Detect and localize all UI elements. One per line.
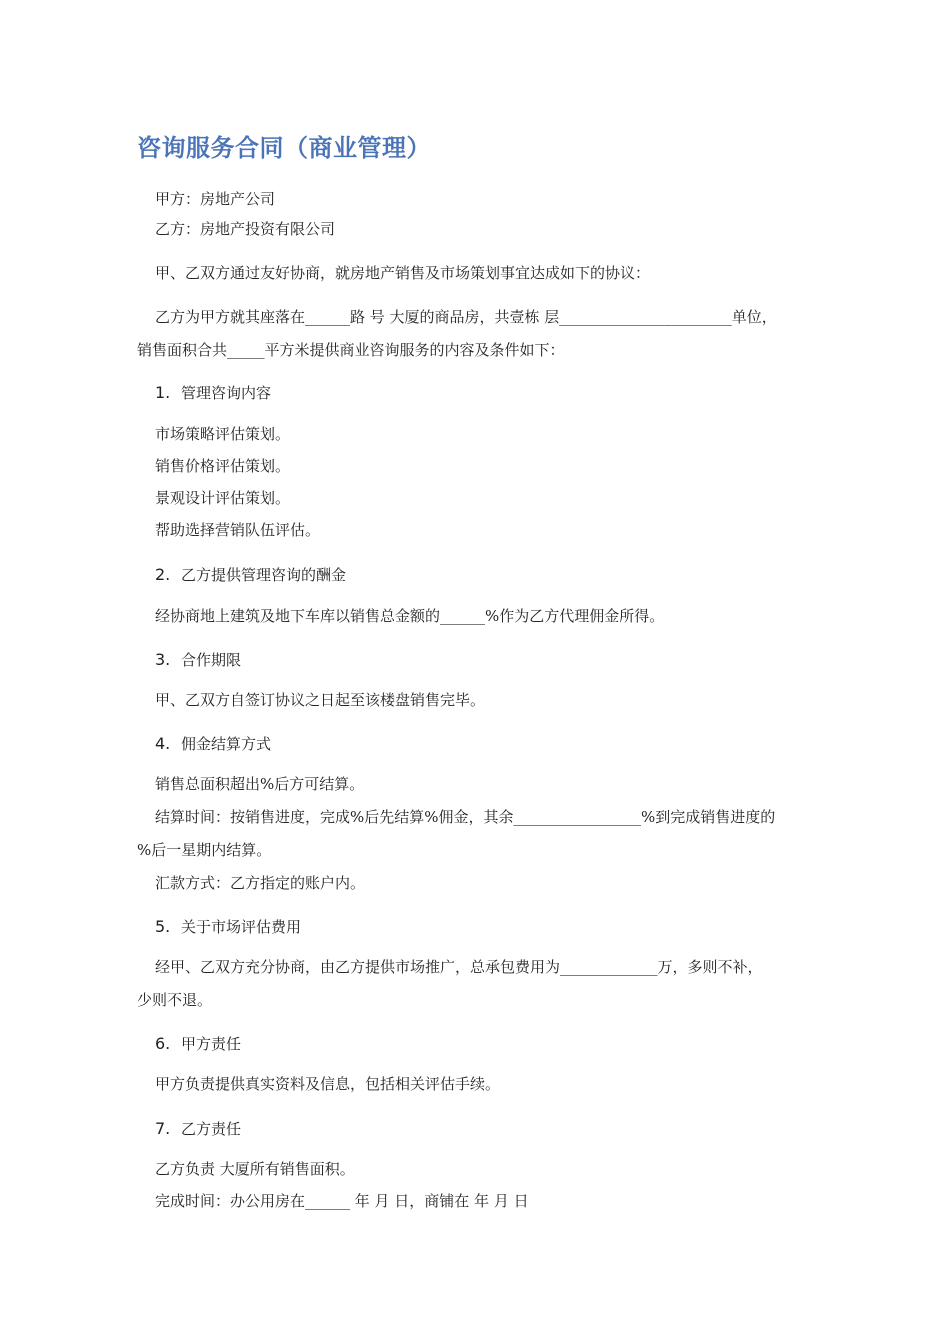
section-number: 4. [155, 734, 171, 753]
intro-paragraph: 甲、乙双方通过友好协商，就房地产销售及市场策划事宜达成如下的协议： [155, 264, 651, 282]
document-title: 咨询服务合同（商业管理） [137, 134, 431, 162]
section-title: 管理咨询内容 [181, 384, 272, 402]
party-b: 乙方：房地产投资有限公司 [155, 220, 336, 238]
list-item: 销售总面积超出%后方可结算。 [155, 775, 365, 793]
section-title: 关于市场评估费用 [181, 918, 302, 936]
section-number: 6. [155, 1034, 171, 1053]
section-number: 5. [155, 917, 171, 936]
section-number: 7. [155, 1119, 171, 1138]
list-item: 帮助选择营销队伍评估。 [155, 521, 321, 539]
section-number: 3. [155, 650, 171, 669]
list-item: 甲、乙双方自签订协议之日起至该楼盘销售完毕。 [155, 691, 486, 709]
section-title: 乙方提供管理咨询的酬金 [181, 566, 347, 584]
list-item: %后一星期内结算。 [137, 841, 272, 859]
list-item: 经甲、乙双方充分协商，由乙方提供市场推广，总承包费用为_____________万，多则不补， [155, 958, 763, 976]
section-heading-6 [155, 1034, 241, 1054]
list-item: 结算时间：按销售进度，完成%后先结算%佣金，其余_________________%到完成销售进度的 [155, 808, 776, 826]
section-heading-3 [155, 650, 241, 670]
list-item: 景观设计评估策划。 [155, 489, 291, 507]
section-number: 2. [155, 565, 171, 584]
party-a: 甲方：房地产公司 [155, 190, 276, 208]
section-title: 合作期限 [181, 651, 242, 669]
section-heading-4 [155, 734, 271, 754]
preamble-line-2: 销售面积合共_____平方米提供商业咨询服务的内容及条件如下： [137, 341, 565, 359]
section-heading-5 [155, 917, 301, 937]
section-number: 1. [155, 383, 171, 402]
list-item: 甲方负责提供真实资料及信息，包括相关评估手续。 [155, 1075, 501, 1093]
section-title: 甲方责任 [181, 1035, 242, 1053]
preamble-line-1: 乙方为甲方就其座落在______路 号 大厦的商品房，共壹栋 层_______________________单位， [155, 308, 777, 326]
list-item: 市场策略评估策划。 [155, 425, 291, 443]
list-item: 销售价格评估策划。 [155, 457, 291, 475]
list-item: 乙方负责 大厦所有销售面积。 [155, 1160, 355, 1178]
section-heading-2 [155, 565, 346, 585]
list-item: 少则不退。 [137, 991, 213, 1009]
section-title: 乙方责任 [181, 1120, 242, 1138]
section-heading-7 [155, 1119, 241, 1139]
list-item: 经协商地上建筑及地下车库以销售总金额的______%作为乙方代理佣金所得。 [155, 607, 665, 625]
section-heading-1 [155, 383, 271, 403]
section-title: 佣金结算方式 [181, 735, 272, 753]
list-item: 汇款方式：乙方指定的账户内。 [155, 874, 366, 892]
list-item: 完成时间：办公用房在______ 年 月 日，商铺在 年 月 日 [155, 1192, 529, 1210]
